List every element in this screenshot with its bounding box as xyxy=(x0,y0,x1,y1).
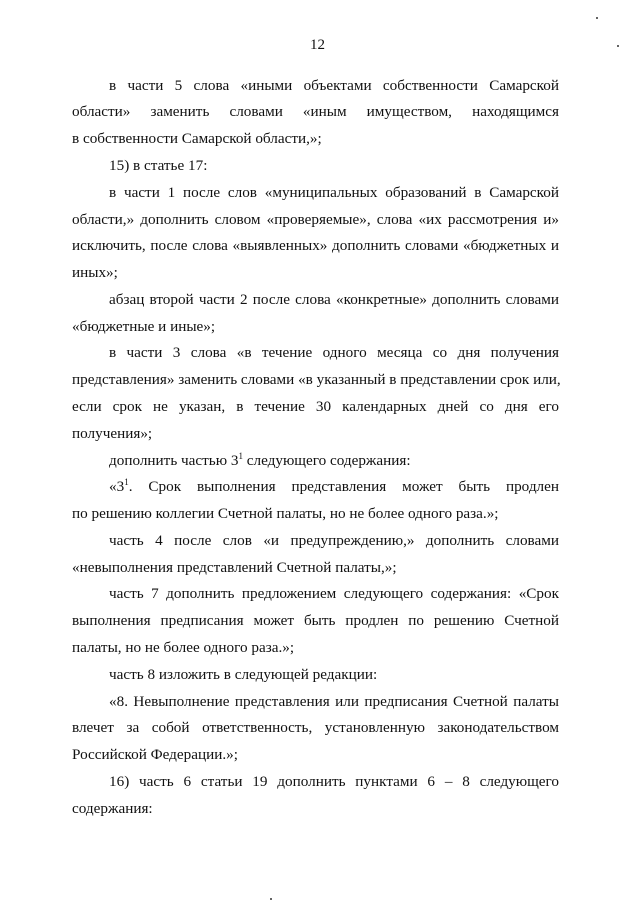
text-line: содержания: xyxy=(72,800,153,817)
superscript: 1 xyxy=(238,451,243,461)
text-line: по решению коллегии Счетной палаты, но не более одного раза.»; xyxy=(72,505,499,522)
text-line: абзац второй части 2 после слова «конкретные» дополнить словами xyxy=(109,291,559,308)
text-line: Российской Федерации.»; xyxy=(72,746,238,763)
text-line: 15) в статье 17: xyxy=(109,157,208,174)
text-line: палаты, но не более одного раза.»; xyxy=(72,639,295,656)
text-line: в части 5 слова «иными объектами собственности Самарской xyxy=(109,77,559,94)
text-line: если срок не указан, в течение 30 календарных дней со дня его xyxy=(72,398,559,415)
text-line: выполнения предписания может быть продлен по решению Счетной xyxy=(72,612,559,629)
text-line: часть 8 изложить в следующей редакции: xyxy=(109,666,378,683)
text-line: «бюджетные и иные»; xyxy=(72,318,216,335)
text-line: влечет за собой ответственность, установленную законодательством xyxy=(72,719,559,736)
text-line: «невыполнения представлений Счетной палаты,»; xyxy=(72,559,397,576)
text-line: часть 7 дополнить предложением следующего содержания: «Срок xyxy=(109,585,559,602)
text-line: в части 1 после слов «муниципальных образований в Самарской xyxy=(109,184,559,201)
text-line: области» заменить словами «иным имуществом, находящимся xyxy=(72,103,559,120)
text-line: в части 3 слова «в течение одного месяца со дня получения xyxy=(109,344,559,361)
text-line: «8. Невыполнение представления или предписания Счетной палаты xyxy=(109,693,559,710)
text-line: часть 4 после слов «и предупреждению,» дополнить словами xyxy=(109,532,559,549)
text-line: дополнить частью $3^1$ следующего содержания: xyxy=(109,451,411,469)
text-line: иных»; xyxy=(72,264,118,281)
page-number: 12 xyxy=(310,37,325,53)
text-line: в собственности Самарской области,»; xyxy=(72,130,322,147)
scan-speck xyxy=(270,898,272,900)
text-line: 16) часть 6 статьи 19 дополнить пунктами 6 – 8 следующего xyxy=(109,773,559,790)
text-line: представления» заменить словами «в указанный в представлении срок или, xyxy=(72,371,561,388)
text-line: исключить, после слова «выявленных» дополнить словами «бюджетных и xyxy=(72,237,559,254)
text-line: «$3^1$. Срок выполнения представления может быть продлен xyxy=(109,477,559,495)
text-line: получения»; xyxy=(72,425,153,442)
superscript: 1 xyxy=(124,477,129,487)
scan-speck xyxy=(596,17,598,19)
text-line: области,» дополнить словом «проверяемые», слова «их рассмотрения и» xyxy=(72,211,559,228)
scan-speck xyxy=(617,45,619,47)
